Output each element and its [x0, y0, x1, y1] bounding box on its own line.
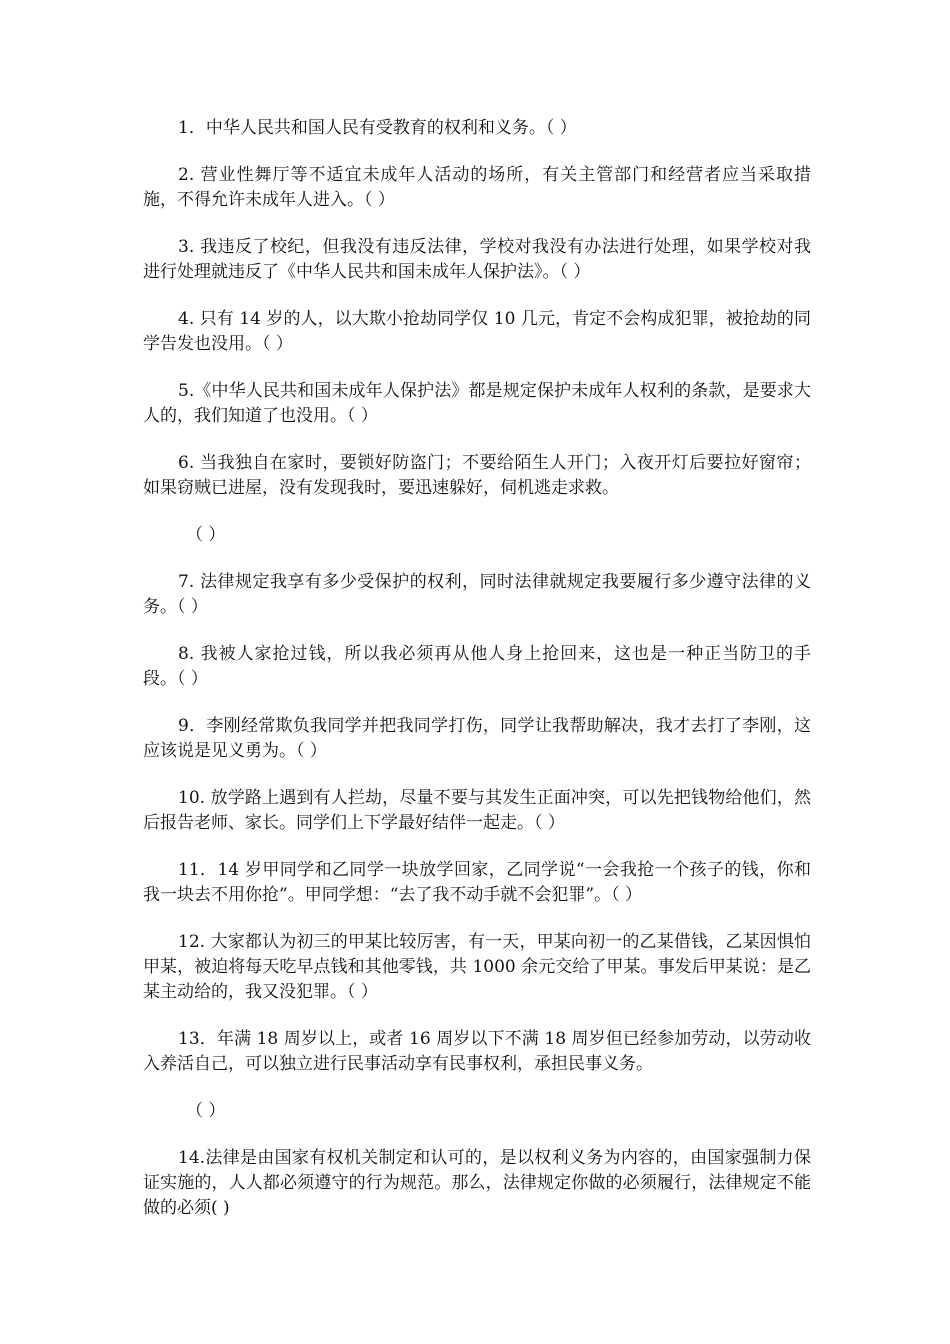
question-13-answer-parens: （ ） [186, 1101, 226, 1121]
question-6-answer-parens: （ ） [186, 525, 226, 545]
question-9: 9．李刚经常欺负我同学并把我同学打伤，同学让我帮助解决，我才去打了李刚，这应该说是见义勇为。（ ） [143, 716, 811, 761]
question-5: 5.《中华人民共和国未成年人保护法》都是规定保护未成年人权利的条款，是要求大人的，我们知道了也没用。（ ） [143, 381, 811, 426]
question-3: 3. 我违反了校纪，但我没有违反法律，学校对我没有办法进行处理，如果学校对我进行处理就违反了《中华人民共和国未成年人保护法》。（ ） [143, 237, 811, 282]
question-12: 12. 大家都认为初三的甲某比较厉害，有一天，甲某向初一的乙某借钱，乙某因惧怕甲某，被迫将每天吃早点钱和其他零钱，共 1000 余元交给了甲某。事发后甲某说：是乙某主动给的，我又没犯罪。（ ） [143, 932, 811, 1002]
question-list [143, 116, 811, 1243]
question-14: 14.法律是由国家有权机关制定和认可的，是以权利义务为内容的，由国家强制力保证实施的，人人都必须遵守的行为规范。那么，法律规定你做的必须履行，法律规定不能做的必须( ) [143, 1148, 811, 1218]
question-1: 1．中华人民共和国人民有受教育的权利和义务。（ ） [178, 118, 577, 138]
question-6: 6. 当我独自在家时，要锁好防盗门；不要给陌生人开门；入夜开灯后要拉好窗帘；如果窃贼已进屋，没有发现我时，要迅速躲好，伺机逃走求救。 [143, 453, 811, 498]
question-10: 10. 放学路上遇到有人拦劫，尽量不要与其发生正面冲突，可以先把钱物给他们，然后报告老师、家长。同学们上下学最好结伴一起走。（ ） [143, 788, 811, 833]
question-4: 4. 只有 14 岁的人，以大欺小抢劫同学仅 10 几元，肯定不会构成犯罪，被抢劫的同学告发也没用。（ ） [143, 309, 811, 354]
question-7: 7. 法律规定我享有多少受保护的权利，同时法律就规定我要履行多少遵守法律的义务。（ ） [143, 572, 811, 617]
question-8: 8. 我被人家抢过钱，所以我必须再从他人身上抢回来，这也是一种正当防卫的手段。（ ） [143, 644, 811, 689]
question-13: 13．年满 18 周岁以上，或者 16 周岁以下不满 18 周岁但已经参加劳动，以劳动收入养活自己，可以独立进行民事活动享有民事权利，承担民事义务。 [143, 1029, 811, 1074]
question-2: 2. 营业性舞厅等不适宜未成年人活动的场所，有关主管部门和经营者应当采取措施，不得允许未成年人进入。（ ） [143, 165, 811, 210]
question-11: 11．14 岁甲同学和乙同学一块放学回家，乙同学说“一会我抢一个孩子的钱，你和我一块去不用你抢”。甲同学想：“去了我不动手就不会犯罪”。（ ） [143, 860, 811, 905]
